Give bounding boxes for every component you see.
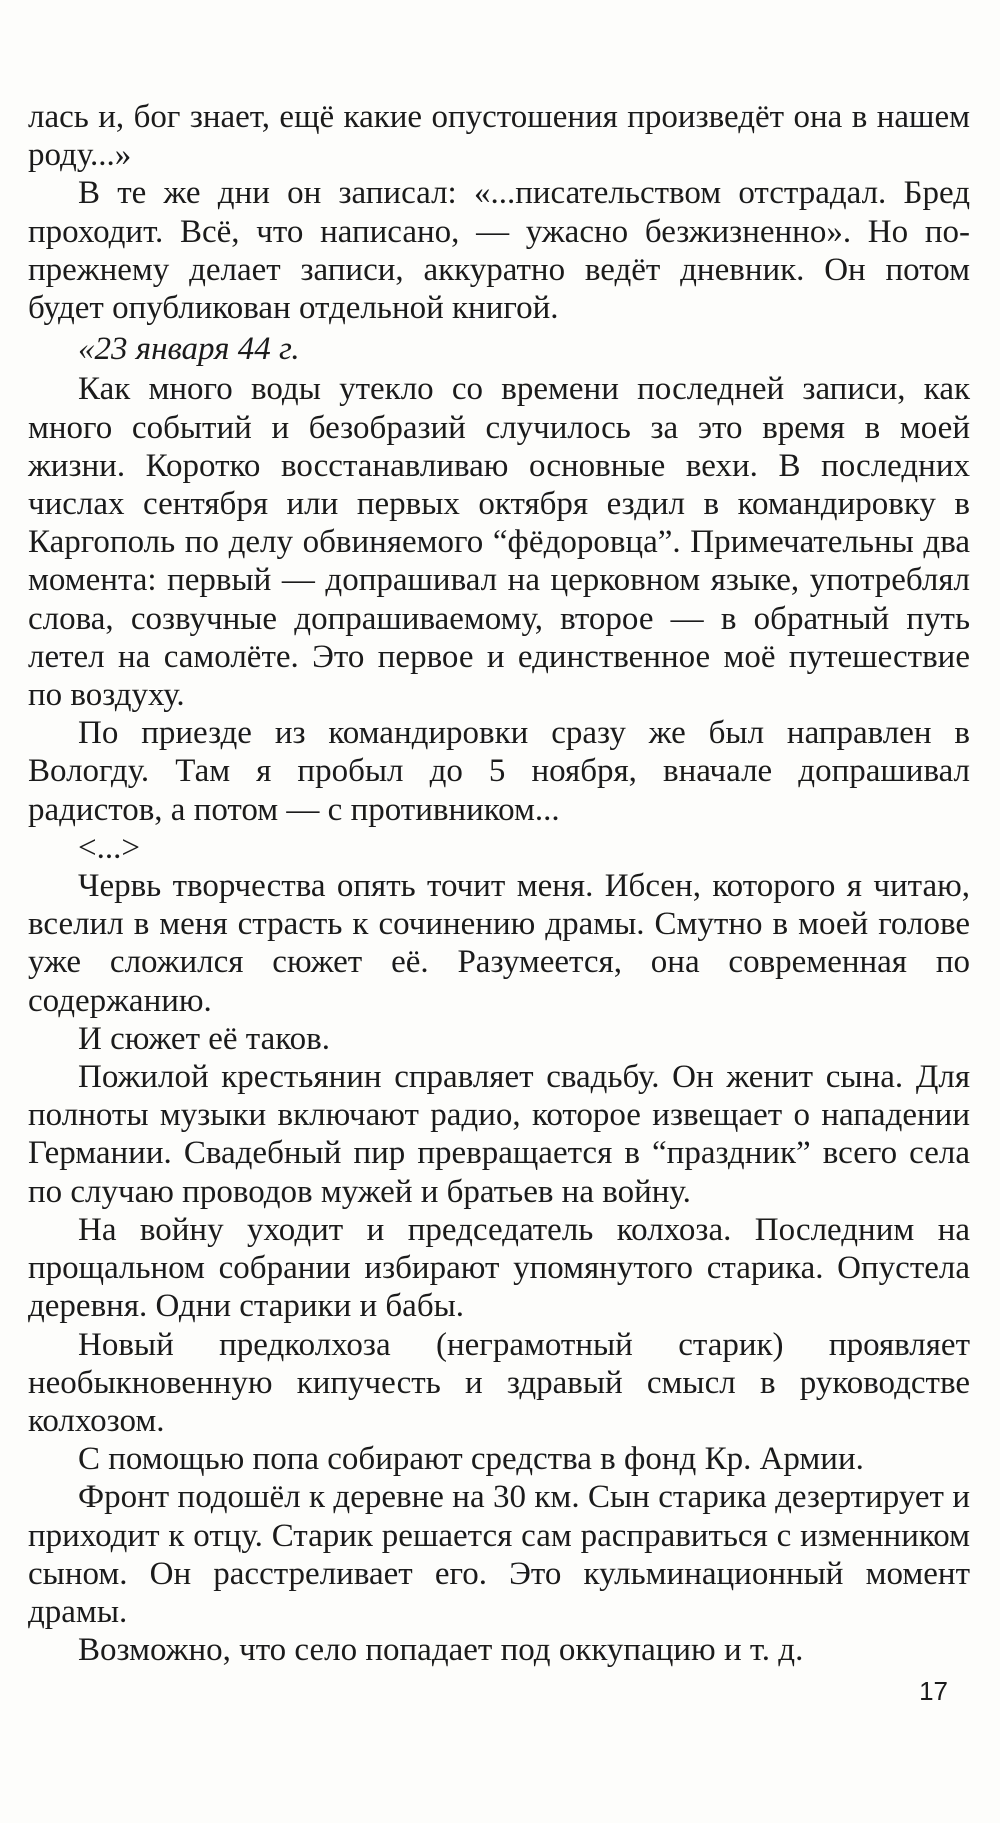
- paragraph-11: Новый предколхоза (неграмотный старик) проявляет необыкновенную кипучесть и здравый смысл в руководстве колхозом.: [28, 1326, 970, 1439]
- diary-entry-date: «23 января 44 г.: [78, 331, 300, 368]
- paragraph-12: С помощью попа собирают средства в фонд Кр. Армии.: [78, 1441, 864, 1478]
- paragraph-14: Возможно, что село попадает под оккупацию и т. д.: [78, 1632, 804, 1669]
- paragraph-8: И сюжет её таков.: [78, 1020, 330, 1057]
- page-text-body: [28, 98, 970, 1669]
- paragraph-1: лась и, бог знает, ещё какие опустошения произведёт она в нашем роду...»: [28, 99, 970, 174]
- paragraph-5: По приезде из командировки сразу же был направлен в Вологду. Там я пробыл до 5 ноября, вначале допрашивал радистов, а потом — с противником...: [28, 715, 970, 828]
- paragraph-10: На войну уходит и председатель колхоза. Последним на прощальном собрании избирают упомянутого старика. Опустела деревня. Одни старики и бабы.: [28, 1211, 970, 1325]
- paragraph-13: Фронт подошёл к деревне на 30 км. Сын старика дезертирует и приходит к отцу. Старик решается сам расправиться с изменником сыном. Он расстреливает его. Это кульминационный момент драмы.: [28, 1479, 970, 1630]
- paragraph-7: Червь творчества опять точит меня. Ибсен, которого я читаю, вселил в меня страсть к сочинению драмы. Смутно в моей голове уже сложился сюжет её. Разумеется, она современная по содержанию.: [28, 868, 970, 1019]
- paragraph-9: Пожилой крестьянин справляет свадьбу. Он женит сына. Для полноты музыки включают радио, которое извещает о нападении Германии. Свадебный пир превращается в “праздник” всего села по случаю проводов мужей и братьев на войну.: [28, 1059, 970, 1210]
- page-number: 17: [919, 1676, 948, 1706]
- omission-mark: <...>: [78, 829, 140, 866]
- paragraph-4: Как много воды утекло со времени последней записи, как много событий и безобразий случилось за это время в моей жизни. Коротко восстанавливаю основные вехи. В последних числах сентября или первых октября ездил в командировку в Каргополь по делу обвиняемого “фёдоровца”. Примечательны два момента: первый — допрашивал на церковном языке, употреблял слова, созвучные допрашиваемому, второе — в обратный путь летел на самолёте. Это первое и единственное моё путешествие по воздуху.: [28, 371, 970, 714]
- paragraph-2: В те же дни он записал: «...писательством отстрадал. Бред проходит. Всё, что написано, — ужасно безжизненно». Но по-прежнему делает записи, аккуратно ведёт дневник. Он потом будет опубликован отдельной книгой.: [28, 175, 970, 327]
